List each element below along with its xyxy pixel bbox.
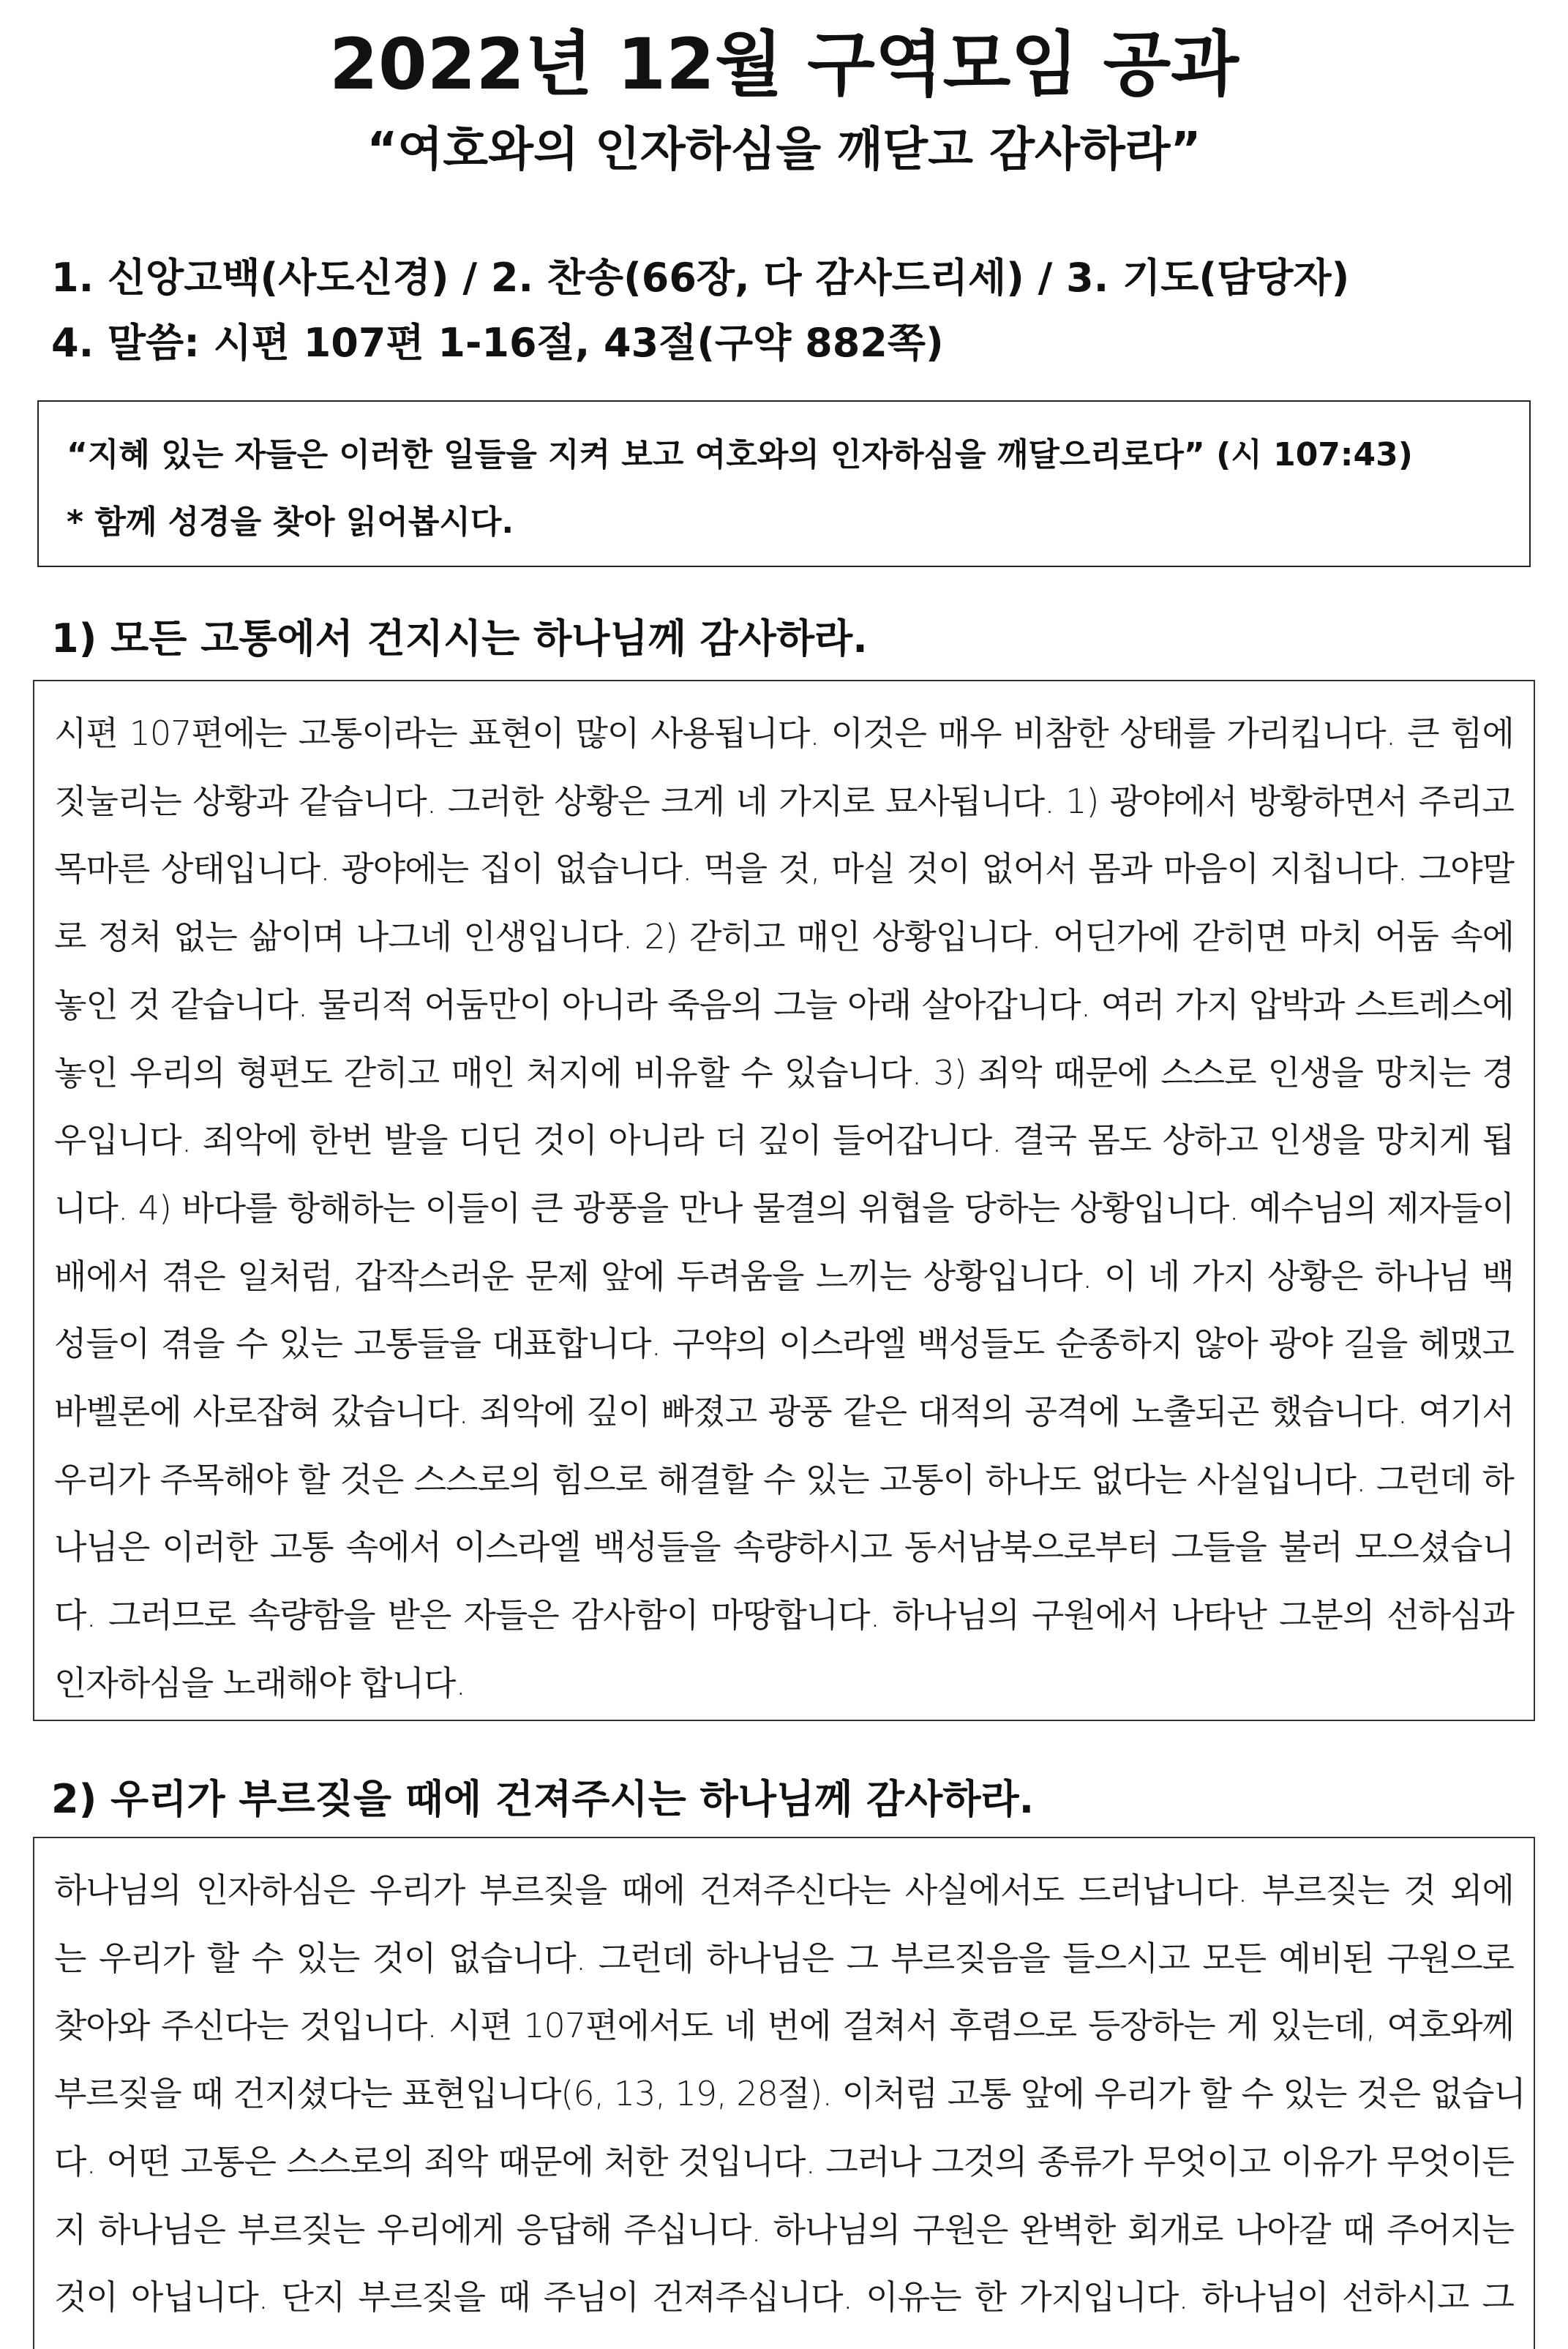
body-text-line: 것이 아닙니다. 단지 부르짖을 때 주님이 건져주십니다. 이유는 한 가지입니다. 하나님이 선하시고 그 bbox=[54, 2277, 1514, 2318]
body-text-line: 놓인 우리의 형편도 갇히고 매인 처지에 비유할 수 있습니다. 3) 죄악 때문에 스스로 인생을 망치는 경 bbox=[54, 1052, 1514, 1093]
body-text-line: 인자하심을 노래해야 합니다. bbox=[54, 1663, 466, 1703]
section-1-body bbox=[33, 680, 1535, 1721]
body-text-line: 니다. 4) 바다를 항해하는 이들이 큰 광풍을 만나 물결의 위협을 당하는 상황입니다. 예수님의 제자들이 bbox=[54, 1188, 1514, 1228]
body-text-line: 하나님의 인자하심은 우리가 부르짖을 때에 건져주신다는 사실에서도 드러납니다. 부르짖는 것 외에 bbox=[54, 1870, 1514, 1910]
section-2-body bbox=[33, 1837, 1535, 2349]
key-verse-box bbox=[37, 400, 1531, 567]
section-2-heading: 2) 우리가 부르짖을 때에 건져주시는 하나님께 감사하라. bbox=[51, 1776, 1035, 1822]
key-verse-note: * 함께 성경을 찾아 읽어봅시다. bbox=[67, 503, 514, 541]
body-text-line: 지 하나님은 부르짖는 우리에게 응답해 주십니다. 하나님의 구원은 완벽한 회개로 나아갈 때 주어지는 bbox=[54, 2209, 1514, 2249]
body-text-line: 는 우리가 할 수 있는 것이 없습니다. 그런데 하나님은 그 부르짖음을 들으시고 모든 예비된 구원으로 bbox=[54, 1938, 1514, 1978]
body-text-line: 부르짖을 때 건지셨다는 표현입니다(6, 13, 19, 28절). 이처럼 고통 앞에 우리가 할 수 있는 것은 없습니 bbox=[54, 2074, 1526, 2114]
body-text-line: 시편 107편에는 고통이라는 표현이 많이 사용됩니다. 이것은 매우 비참한 상태를 가리킵니다. 큰 힘에 bbox=[54, 713, 1514, 753]
body-text-line: 바벨론에 사로잡혀 갔습니다. 죄악에 깊이 빠졌고 광풍 같은 대적의 공격에 노출되곤 했습니다. 여기서 bbox=[54, 1392, 1514, 1431]
body-text-line: 배에서 겪은 일처럼, 갑작스러운 문제 앞에 두려움을 느끼는 상황입니다. 이 네 가지 상황은 하나님 백 bbox=[54, 1256, 1514, 1296]
order-of-service-line-1: 1. 신앙고백(사도신경) / 2. 찬송(66장, 다 감사드리세) / 3. 기도(담당자) bbox=[51, 255, 1350, 301]
section-1-heading: 1) 모든 고통에서 건지시는 하나님께 감사하라. bbox=[51, 615, 868, 662]
body-text-line: 나님은 이러한 고통 속에서 이스라엘 백성들을 속량하시고 동서남북으로부터 그들을 불러 모으셨습니 bbox=[54, 1527, 1514, 1567]
page-subtitle: “여호와의 인자하심을 깨닫고 감사하라” bbox=[367, 123, 1201, 177]
page-title: 2022년 12월 구역모임 공과 bbox=[329, 23, 1239, 105]
body-text-line: 로 정처 없는 삶이며 나그네 인생입니다. 2) 갇히고 매인 상황입니다. 어딘가에 갇히면 마치 어둠 속에 bbox=[54, 917, 1514, 957]
body-text-line: 목마른 상태입니다. 광야에는 집이 없습니다. 먹을 것, 마실 것이 없어서 몸과 마음이 지칩니다. 그야말 bbox=[54, 849, 1514, 889]
key-verse-text: “지혜 있는 자들은 이러한 일들을 지켜 보고 여호와의 인자하심을 깨달으리로다” (시 107:43) bbox=[67, 436, 1413, 473]
body-text-line: 짓눌리는 상황과 같습니다. 그러한 상황은 크게 네 가지로 묘사됩니다. 1) 광야에서 방황하면서 주리고 bbox=[54, 781, 1514, 821]
body-text-line: 우입니다. 죄악에 한번 발을 디딘 것이 아니라 더 깊이 들어갑니다. 결국 몸도 상하고 인생을 망치게 됩 bbox=[54, 1120, 1514, 1161]
order-of-service-line-2: 4. 말씀: 시편 107편 1-16절, 43절(구약 882쪽) bbox=[51, 320, 944, 366]
body-text-line: 우리가 주목해야 할 것은 스스로의 힘으로 해결할 수 있는 고통이 하나도 없다는 사실입니다. 그런데 하 bbox=[54, 1459, 1514, 1499]
body-text-line: 찾아와 주신다는 것입니다. 시편 107편에서도 네 번에 걸쳐서 후렴으로 등장하는 게 있는데, 여호와께 bbox=[54, 2006, 1514, 2046]
body-text-line: 놓인 것 같습니다. 물리적 어둠만이 아니라 죽음의 그늘 아래 살아갑니다. 여러 가지 압박과 스트레스에 bbox=[54, 984, 1514, 1024]
body-text-line: 성들이 겪을 수 있는 고통들을 대표합니다. 구약의 이스라엘 백성들도 순종하지 않아 광야 길을 헤맸고 bbox=[54, 1324, 1514, 1364]
body-text-line: 다. 그러므로 속량함을 받은 자들은 감사함이 마땅합니다. 하나님의 구원에서 나타난 그분의 선하심과 bbox=[54, 1595, 1514, 1636]
body-text-line: 다. 어떤 고통은 스스로의 죄악 때문에 처한 것입니다. 그러나 그것의 종류가 무엇이고 이유가 무엇이든 bbox=[54, 2141, 1514, 2181]
